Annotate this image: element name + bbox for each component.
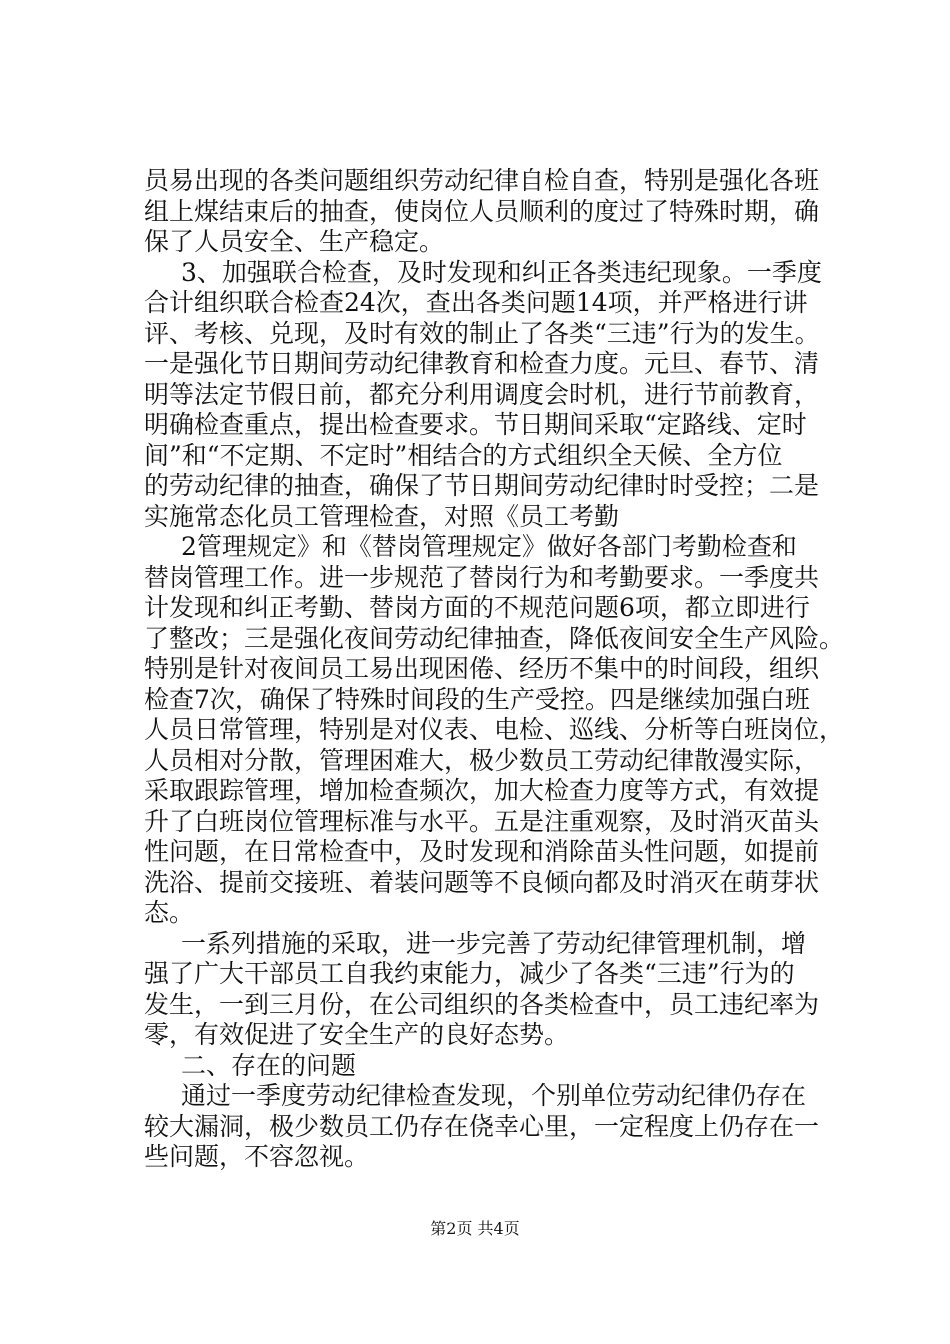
text-line: 员易出现的各类问题组织劳动纪律自检自查，特别是强化各班 — [144, 166, 820, 195]
text-line: 间”和“不定期、不定时”相结合的方式组织全天候、全方位 — [144, 440, 783, 470]
text-line: 性问题，在日常检查中，及时发现和消除苗头性问题，如提前 — [144, 837, 820, 866]
text-line: 一系列措施的采取，进一步完善了劳动纪律管理机制，增 — [181, 928, 807, 958]
text-line: 的劳动纪律的抽查，确保了节日期间劳动纪律时时受控；二是 — [144, 471, 820, 500]
text-line: 明等法定节假日前，都充分利用调度会时机，进行节前教育， — [144, 379, 820, 409]
text-line: 了整改；三是强化夜间劳动纪律抽查，降低夜间安全生产风险。 — [144, 623, 845, 653]
text-line: 组上煤结束后的抽查，使岗位人员顺利的度过了特殊时期，确 — [144, 196, 820, 226]
text-line: 零，有效促进了安全生产的良好态势。 — [144, 1020, 570, 1049]
document-body — [144, 166, 844, 1173]
text-line: 2管理规定》和《替岗管理规定》做好各部门考勤检查和 — [181, 532, 797, 561]
text-line: 态。 — [144, 898, 195, 927]
text-line: 计发现和纠正考勤、替岗方面的不规范问题6项，都立即进行 — [144, 593, 810, 622]
page-number-label: 第2页 共4页 — [430, 1219, 520, 1238]
text-line: 评、考核、兑现，及时有效的制止了各类“三违”行为的发生。 — [144, 318, 820, 348]
text-line: 保了人员安全、生产稳定。 — [144, 227, 445, 256]
text-line: 特别是针对夜间员工易出现困倦、经历不集中的时间段，组织 — [144, 654, 820, 683]
text-line: 人员相对分散，管理困难大，极少数员工劳动纪律散漫实际， — [144, 745, 820, 775]
text-line: 采取跟踪管理，增加检查频次，加大检查力度等方式，有效提 — [144, 776, 820, 805]
text-line: 强了广大干部员工自我约束能力，减少了各类“三违”行为的 — [144, 959, 795, 988]
text-line: 3、加强联合检查，及时发现和纠正各类违纪现象。一季度 — [181, 257, 822, 287]
text-line: 发生，一到三月份，在公司组织的各类检查中，员工违纪率为 — [144, 989, 820, 1019]
text-line: 升了白班岗位管理标准与水平。五是注重观察，及时消灭苗头 — [144, 806, 820, 836]
text-line: 明确检查重点，提出检查要求。节日期间采取“定路线、定时 — [144, 410, 807, 439]
text-line: 通过一季度劳动纪律检查发现，个别单位劳动纪律仍存在 — [181, 1081, 807, 1110]
text-line: 较大漏洞，极少数员工仍存在侥幸心里，一定程度上仍存在一 — [144, 1111, 820, 1141]
text-line: 二、存在的问题 — [181, 1050, 357, 1080]
text-line: 些问题，不容忽视。 — [144, 1142, 370, 1171]
text-line: 洗浴、提前交接班、着装问题等不良倾向都及时消灭在萌芽状 — [144, 867, 820, 897]
text-line: 替岗管理工作。进一步规范了替岗行为和考勤要求。一季度共 — [144, 562, 820, 592]
text-line: 一是强化节日期间劳动纪律教育和检查力度。元旦、春节、清 — [144, 349, 820, 378]
text-line: 检查7次，确保了特殊时间段的生产受控。四是继续加强白班 — [144, 684, 810, 714]
text-line: 实施常态化员工管理检查，对照《员工考勤 — [144, 501, 620, 531]
text-line: 合计组织联合检查24次，查出各类问题14项，并严格进行讲 — [144, 288, 808, 317]
page-footer — [0, 1219, 950, 1239]
text-line: 人员日常管理，特别是对仪表、电检、巡线、分析等白班岗位， — [144, 715, 845, 744]
